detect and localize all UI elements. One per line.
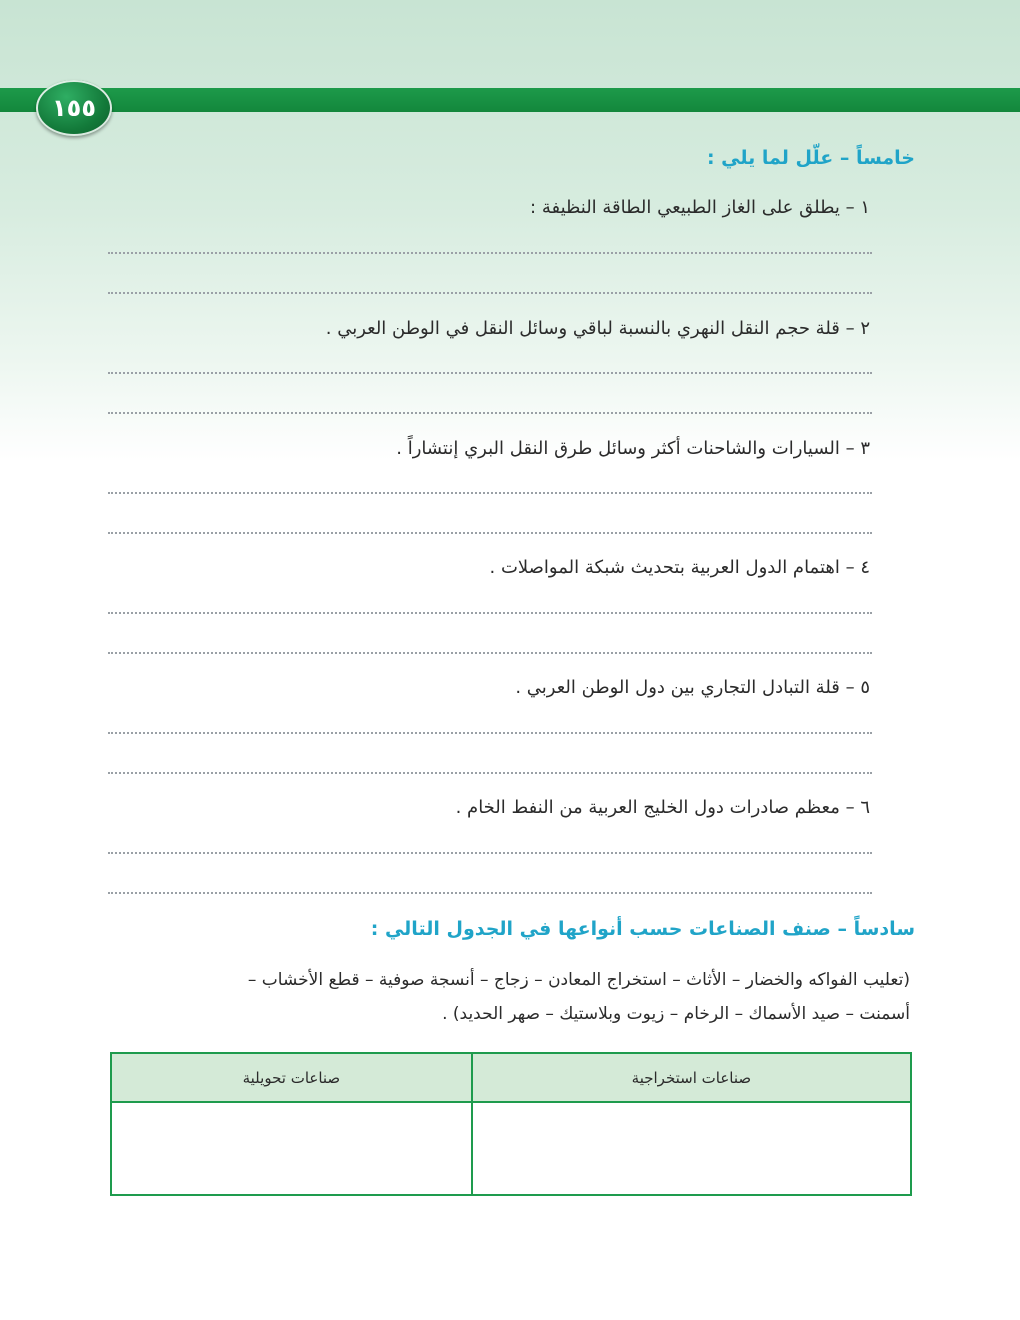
question-3: ٣ – السيارات والشاحنات أكثر وسائل طرق النقل البري إنتشاراً .: [396, 438, 870, 459]
question-2: ٢ – قلة حجم النقل النهري بالنسبة لباقي وسائل النقل في الوطن العربي .: [325, 318, 870, 339]
answer-line-5b[interactable]: [108, 772, 872, 774]
extractive-answer-cell[interactable]: [472, 1102, 910, 1194]
answer-line-2b[interactable]: [108, 412, 872, 414]
answer-line-4b[interactable]: [108, 652, 872, 654]
section-6-heading: سادساً – صنف الصناعات حسب أنواعها في الجدول التالي :: [370, 918, 915, 940]
answer-line-2a[interactable]: [108, 372, 872, 374]
answer-line-3a[interactable]: [108, 492, 872, 494]
page-background: [0, 0, 1020, 460]
page-number-badge: ١٥٥: [36, 80, 112, 136]
word-bank-line-2: أسمنت – صيد الأسماك – الرخام – زيوت وبلاستيك – صهر الحديد) .: [442, 1004, 910, 1024]
question-4: ٤ – اهتمام الدول العربية بتحديث شبكة المواصلات .: [489, 557, 870, 578]
answer-line-1a[interactable]: [108, 252, 872, 254]
answer-line-5a[interactable]: [108, 732, 872, 734]
answer-line-4a[interactable]: [108, 612, 872, 614]
word-bank: [110, 963, 910, 1031]
section-5-heading: خامساً – علّل لما يلي :: [706, 147, 915, 169]
industries-table: [110, 1052, 912, 1196]
manufacturing-answer-cell[interactable]: [112, 1102, 472, 1194]
header-band: [0, 88, 1020, 112]
answer-line-6b[interactable]: [108, 892, 872, 894]
header-extractive-industries: صناعات استخراجية: [472, 1054, 910, 1102]
answer-line-6a[interactable]: [108, 852, 872, 854]
question-5: ٥ – قلة التبادل التجاري بين دول الوطن العربي .: [515, 677, 870, 698]
answer-line-1b[interactable]: [108, 292, 872, 294]
question-6: ٦ – معظم صادرات دول الخليج العربية من النفط الخام .: [455, 797, 870, 818]
answer-line-3b[interactable]: [108, 532, 872, 534]
header-manufacturing-industries: صناعات تحويلية: [112, 1054, 472, 1102]
word-bank-line-1: (تعليب الفواكه والخضار – الأثاث – استخراج المعادن – زجاج – أنسجة صوفية – قطع الأخشاب –: [247, 970, 910, 990]
question-1: ١ – يطلق على الغاز الطبيعي الطاقة النظيفة :: [530, 197, 870, 218]
